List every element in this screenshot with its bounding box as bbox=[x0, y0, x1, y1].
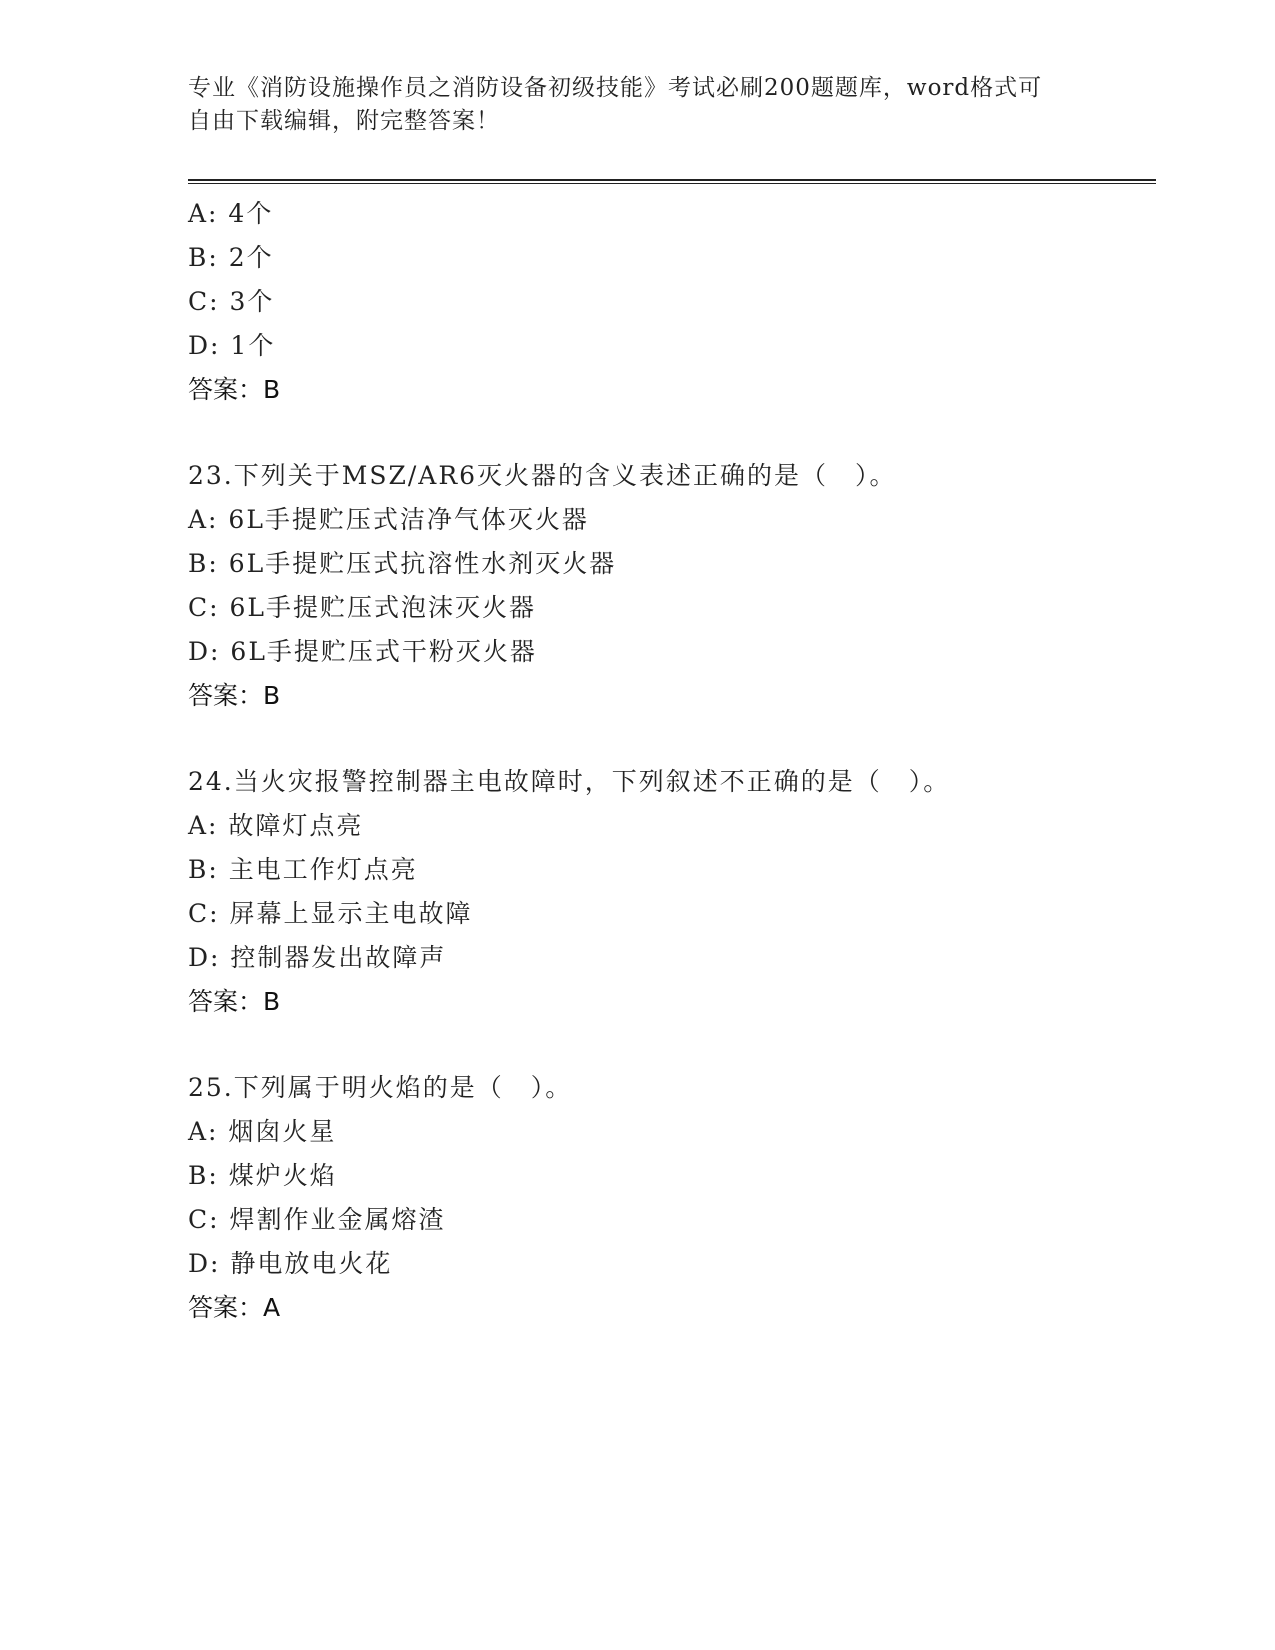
option-d: D: 6L手提贮压式干粉灭火器 bbox=[188, 637, 537, 666]
header-divider-bottom bbox=[188, 183, 1156, 184]
option-a: A: 4个 bbox=[188, 199, 274, 228]
answer-line: 答案：B bbox=[188, 375, 281, 404]
option-c: C: 6L手提贮压式泡沫灭火器 bbox=[188, 593, 537, 622]
option-b: B: 6L手提贮压式抗溶性水剂灭火器 bbox=[188, 549, 617, 578]
question-stem: 23.下列关于MSZ/AR6灭火器的含义表述正确的是（ ）。 bbox=[188, 461, 897, 490]
answer-line: 答案：B bbox=[188, 681, 281, 710]
option-d: D: 控制器发出故障声 bbox=[188, 943, 447, 972]
option-d: D: 1个 bbox=[188, 331, 276, 360]
option-b: B: 煤炉火焰 bbox=[188, 1161, 337, 1190]
header-divider-top bbox=[188, 179, 1156, 181]
answer-line: 答案：B bbox=[188, 987, 281, 1016]
header-line-1: 专业《消防设施操作员之消防设备初级技能》考试必刷200题题库，word格式可 bbox=[188, 75, 1043, 101]
question-stem: 25.下列属于明火焰的是（ ）。 bbox=[188, 1073, 573, 1102]
option-c: C: 屏幕上显示主电故障 bbox=[188, 899, 473, 928]
option-a: A: 6L手提贮压式洁净气体灭火器 bbox=[188, 505, 589, 534]
question-stem: 24.当火灾报警控制器主电故障时，下列叙述不正确的是（ ）。 bbox=[188, 767, 951, 796]
document-header bbox=[188, 72, 1068, 138]
option-b: B: 2个 bbox=[188, 243, 274, 272]
answer-line: 答案：A bbox=[188, 1293, 281, 1322]
option-b: B: 主电工作灯点亮 bbox=[188, 855, 418, 884]
option-c: C: 3个 bbox=[188, 287, 275, 316]
header-line-2: 自由下载编辑，附完整答案！ bbox=[188, 108, 500, 134]
option-c: C: 焊割作业金属熔渣 bbox=[188, 1205, 446, 1234]
option-d: D: 静电放电火花 bbox=[188, 1249, 393, 1278]
option-a: A: 烟囱火星 bbox=[188, 1117, 337, 1146]
option-a: A: 故障灯点亮 bbox=[188, 811, 364, 840]
